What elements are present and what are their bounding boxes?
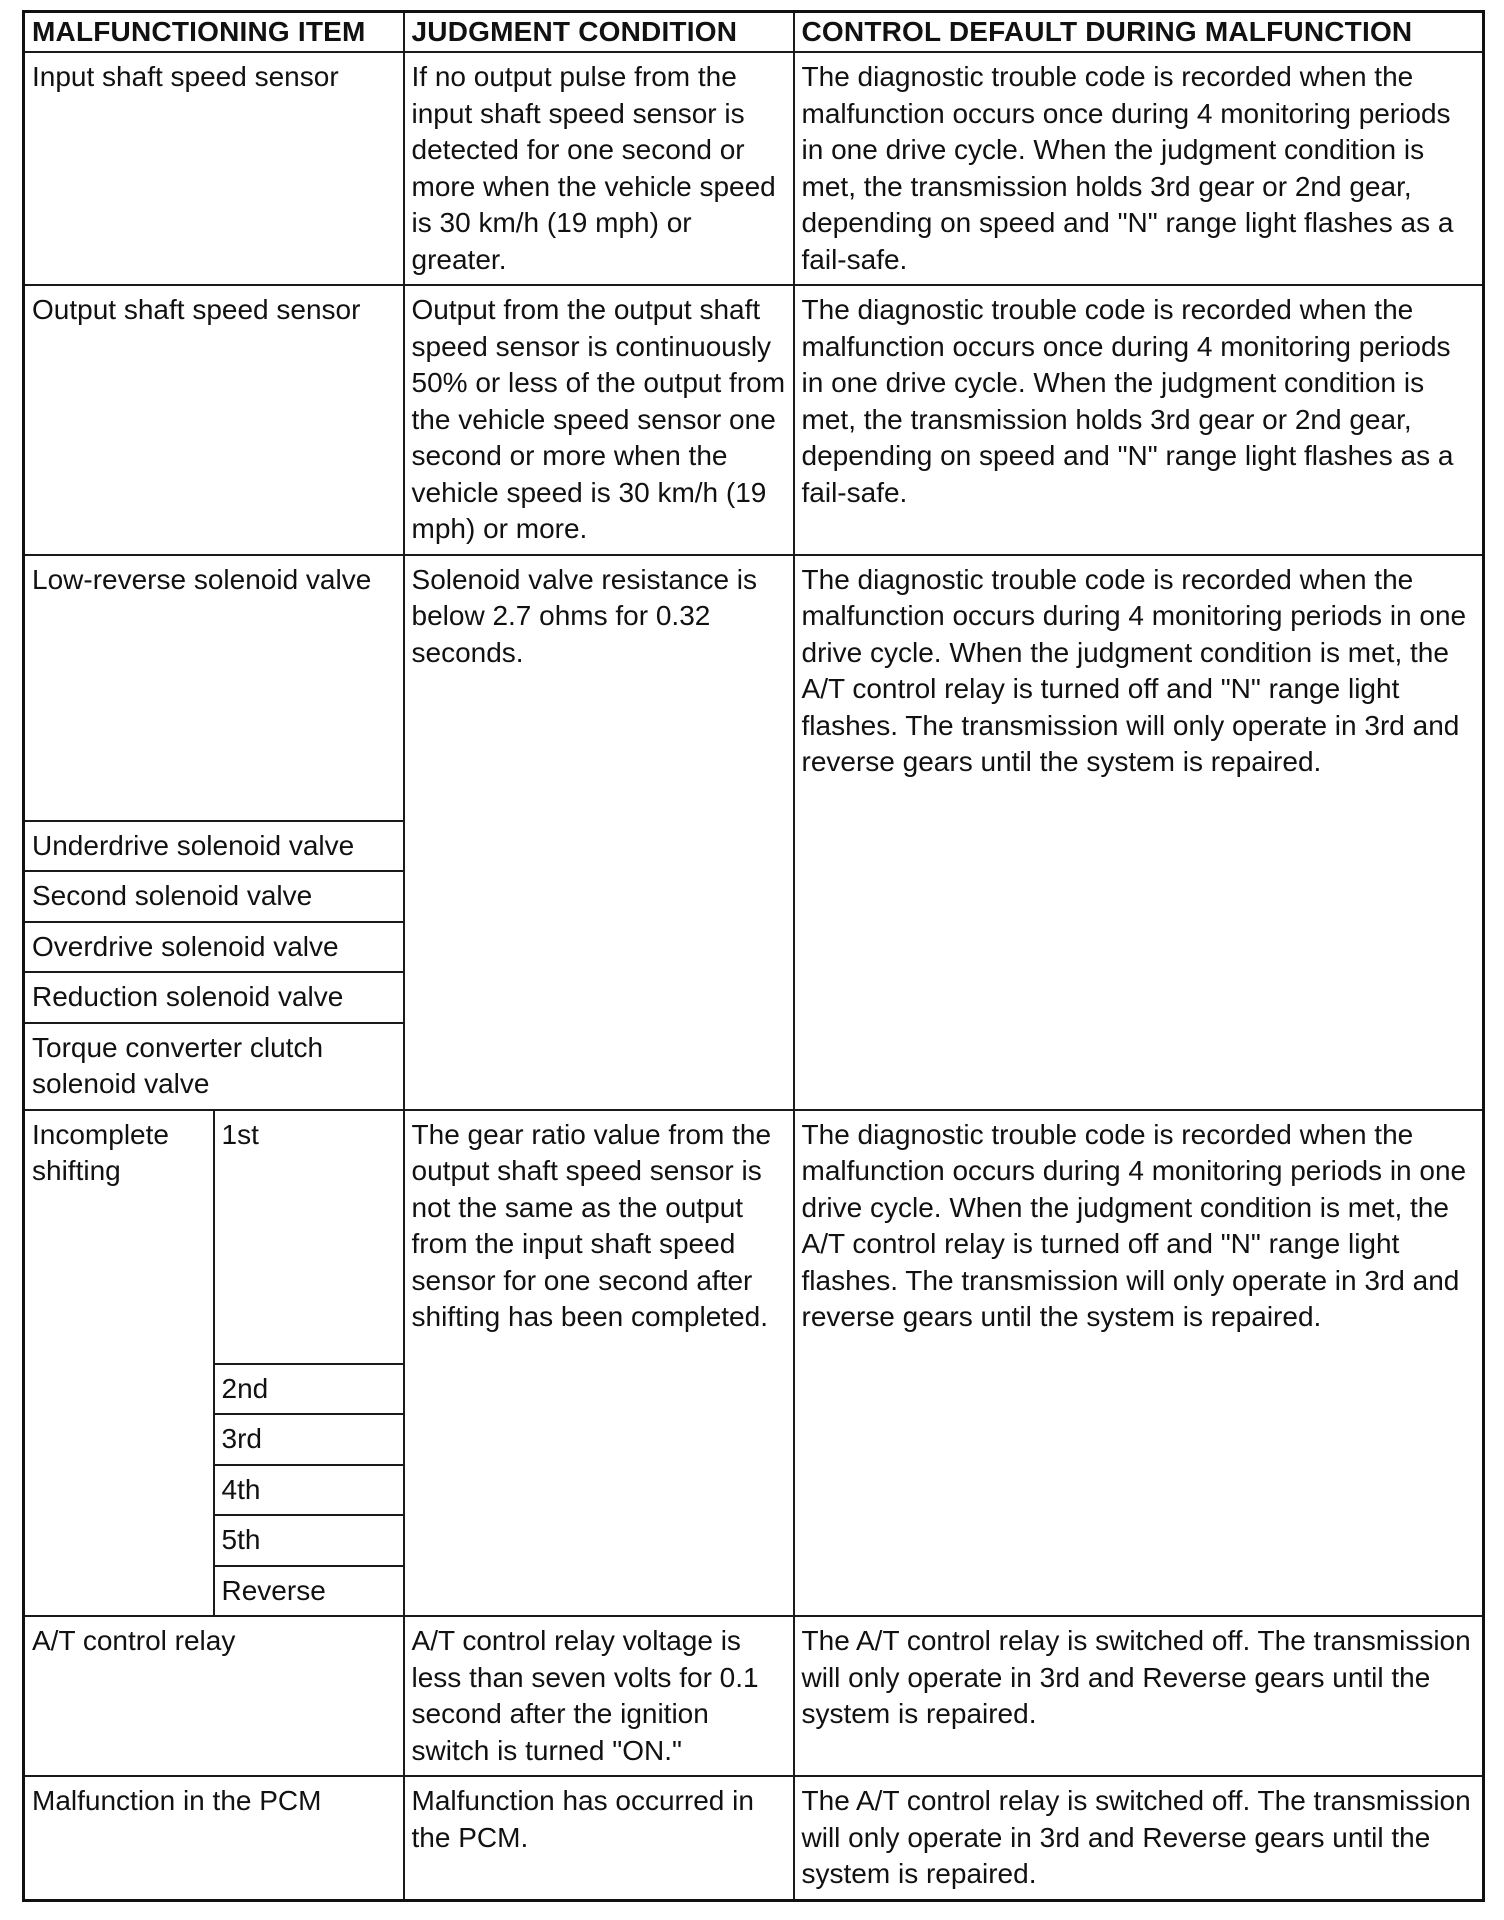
header-malfunctioning-item: MALFUNCTIONING ITEM (24, 12, 404, 53)
gear-cell: Reverse (214, 1566, 404, 1617)
gear-cell: 3rd (214, 1414, 404, 1465)
gear-cell: 4th (214, 1465, 404, 1516)
table-row (24, 1616, 1484, 1776)
control-cell: The diagnostic trouble code is recorded when the malfunction occurs during 4 monitoring periods in one drive cycle. When the judgment condition is met, the A/T control relay is turned off and "N" range light flashes. The transmission will only operate in 3rd and reverse gears until the system is repaired. (794, 555, 1484, 1110)
judgment-cell: A/T control relay voltage is less than seven volts for 0.1 second after the ignition switch is turned "ON." (404, 1616, 794, 1776)
item-cell: Reduction solenoid valve (24, 972, 404, 1023)
control-cell: The diagnostic trouble code is recorded when the malfunction occurs once during 4 monitoring periods in one drive cycle. When the judgment condition is met, the transmission holds 3rd gear or 2nd gear, depending on speed and "N" range light flashes as a fail-safe. (794, 285, 1484, 555)
table-row (24, 285, 1484, 555)
control-cell: The diagnostic trouble code is recorded when the malfunction occurs during 4 monitoring periods in one drive cycle. When the judgment condition is met, the A/T control relay is turned off and "N" range light flashes. The transmission will only operate in 3rd and reverse gears until the system is repaired. (794, 1110, 1484, 1617)
judgment-cell: The gear ratio value from the output shaft speed sensor is not the same as the output from the input shaft speed sensor for one second after shifting has been completed. (404, 1110, 794, 1617)
gear-cell: 2nd (214, 1364, 404, 1415)
table-row (24, 1110, 1484, 1364)
item-cell: A/T control relay (24, 1616, 404, 1776)
header-control-default: CONTROL DEFAULT DURING MALFUNCTION (794, 12, 1484, 53)
document (22, 10, 1485, 1902)
item-cell: Malfunction in the PCM (24, 1776, 404, 1900)
table-row (24, 555, 1484, 821)
table-row (24, 52, 1484, 285)
item-cell: Second solenoid valve (24, 871, 404, 922)
item-cell: Torque converter clutch solenoid valve (24, 1023, 404, 1110)
header-judgment-condition: JUDGMENT CONDITION (404, 12, 794, 53)
item-cell: Incomplete shifting (24, 1110, 214, 1617)
item-cell: Output shaft speed sensor (24, 285, 404, 555)
malfunction-table (22, 10, 1485, 1902)
item-cell: Underdrive solenoid valve (24, 821, 404, 872)
judgment-cell: Solenoid valve resistance is below 2.7 ohms for 0.32 seconds. (404, 555, 794, 1110)
item-cell: Low-reverse solenoid valve (24, 555, 404, 821)
judgment-cell: If no output pulse from the input shaft speed sensor is detected for one second or more when the vehicle speed is 30 km/h (19 mph) or greater. (404, 52, 794, 285)
gear-cell: 5th (214, 1515, 404, 1566)
gear-cell: 1st (214, 1110, 404, 1364)
item-cell: Overdrive solenoid valve (24, 922, 404, 973)
control-cell: The A/T control relay is switched off. The transmission will only operate in 3rd and Reverse gears until the system is repaired. (794, 1776, 1484, 1900)
control-cell: The A/T control relay is switched off. The transmission will only operate in 3rd and Reverse gears until the system is repaired. (794, 1616, 1484, 1776)
header-row (24, 12, 1484, 53)
judgment-cell: Malfunction has occurred in the PCM. (404, 1776, 794, 1900)
control-cell: The diagnostic trouble code is recorded when the malfunction occurs once during 4 monitoring periods in one drive cycle. When the judgment condition is met, the transmission holds 3rd gear or 2nd gear, depending on speed and "N" range light flashes as a fail-safe. (794, 52, 1484, 285)
item-cell: Input shaft speed sensor (24, 52, 404, 285)
table-row (24, 1776, 1484, 1900)
judgment-cell: Output from the output shaft speed sensor is continuously 50% or less of the output from the vehicle speed sensor one second or more when the vehicle speed is 30 km/h (19 mph) or more. (404, 285, 794, 555)
